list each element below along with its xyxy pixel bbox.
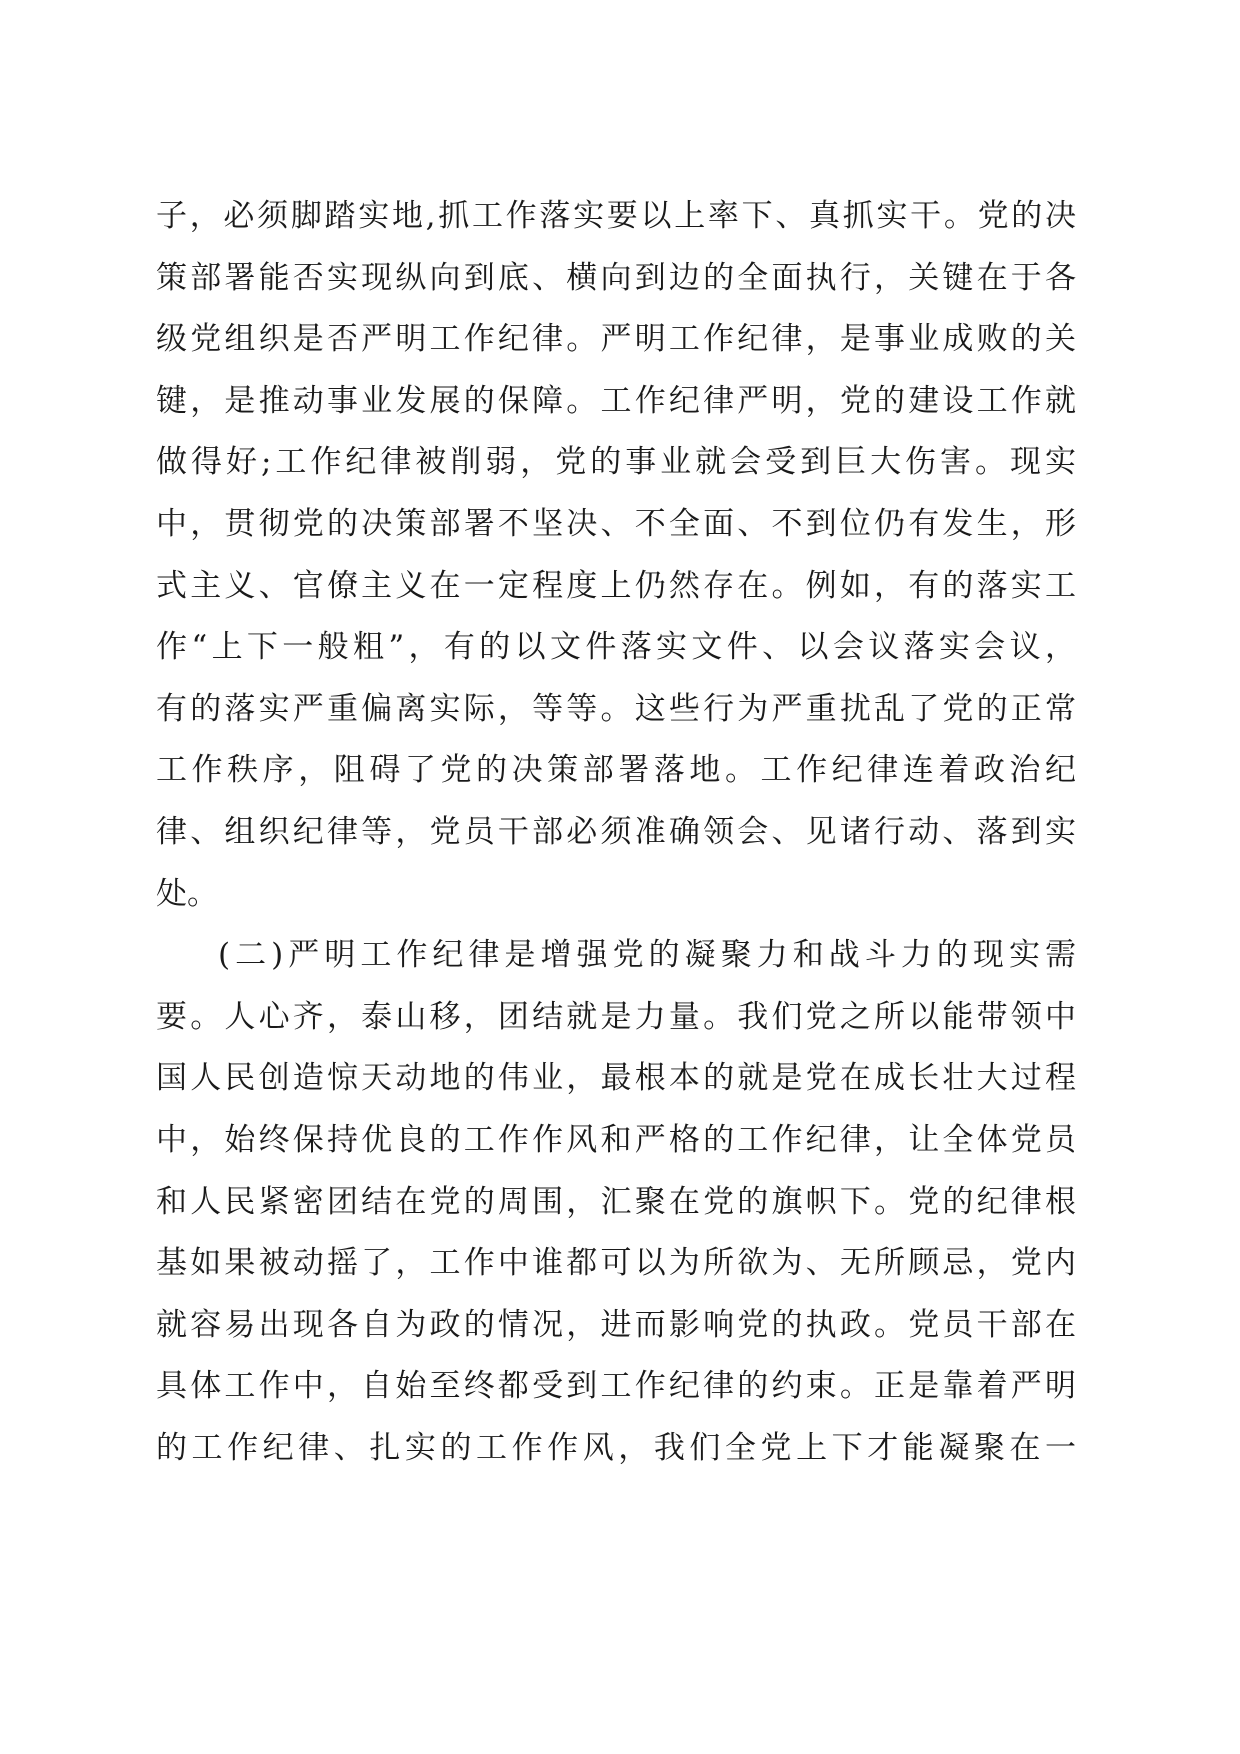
text-line: 律、组织纪律等，党员干部必须准确领会、见诸行动、落到实 bbox=[156, 813, 1076, 850]
text-line: (二)严明工作纪律是增强党的凝聚力和战斗力的现实需 bbox=[218, 937, 1076, 974]
text-line: 子，必须脚踏实地,抓工作落实要以上率下、真抓实干。党的决 bbox=[156, 198, 1076, 234]
text-line: 国人民创造惊天动地的伟业，最根本的就是党在成长壮大过程 bbox=[156, 1060, 1076, 1097]
text-line: 的工作纪律、扎实的工作作风，我们全党上下才能凝聚在一 bbox=[156, 1429, 1076, 1466]
text-line: 策部署能否实现纵向到底、横向到边的全面执行，关键在于各 bbox=[156, 259, 1076, 296]
text-line: 具体工作中，自始至终都受到工作纪律的约束。正是靠着严明 bbox=[156, 1368, 1076, 1405]
text-line: 中，始终保持优良的工作作风和严格的工作纪律，让全体党员 bbox=[156, 1121, 1076, 1158]
paragraph-1 bbox=[156, 186, 1076, 925]
text-line: 有的落实严重偏离实际，等等。这些行为严重扰乱了党的正常 bbox=[156, 690, 1076, 727]
text-line: 要。人心齐，泰山移，团结就是力量。我们党之所以能带领中 bbox=[156, 998, 1076, 1035]
text-line: 工作秩序，阻碍了党的决策部署落地。工作纪律连着政治纪 bbox=[156, 752, 1076, 789]
text-line: 作“上下一般粗”，有的以文件落实文件、以会议落实会议， bbox=[156, 629, 1076, 666]
text-line: 级党组织是否严明工作纪律。严明工作纪律，是事业成败的关 bbox=[156, 321, 1076, 358]
text-line: 做得好;工作纪律被削弱，党的事业就会受到巨大伤害。现实 bbox=[156, 444, 1076, 481]
text-line: 处。 bbox=[156, 875, 218, 912]
text-line: 键，是推动事业发展的保障。工作纪律严明，党的建设工作就 bbox=[156, 382, 1076, 419]
text-line: 基如果被动摇了，工作中谁都可以为所欲为、无所顾忌，党内 bbox=[156, 1245, 1076, 1282]
text-line: 就容易出现各自为政的情况，进而影响党的执政。党员干部在 bbox=[156, 1306, 1076, 1343]
paragraph-2 bbox=[156, 925, 1076, 1479]
text-line: 和人民紧密团结在党的周围，汇聚在党的旗帜下。党的纪律根 bbox=[156, 1183, 1076, 1220]
text-line: 中，贯彻党的决策部署不坚决、不全面、不到位仍有发生，形 bbox=[156, 505, 1076, 542]
text-line: 式主义、官僚主义在一定程度上仍然存在。例如，有的落实工 bbox=[156, 567, 1076, 604]
body-text bbox=[156, 186, 1076, 1479]
